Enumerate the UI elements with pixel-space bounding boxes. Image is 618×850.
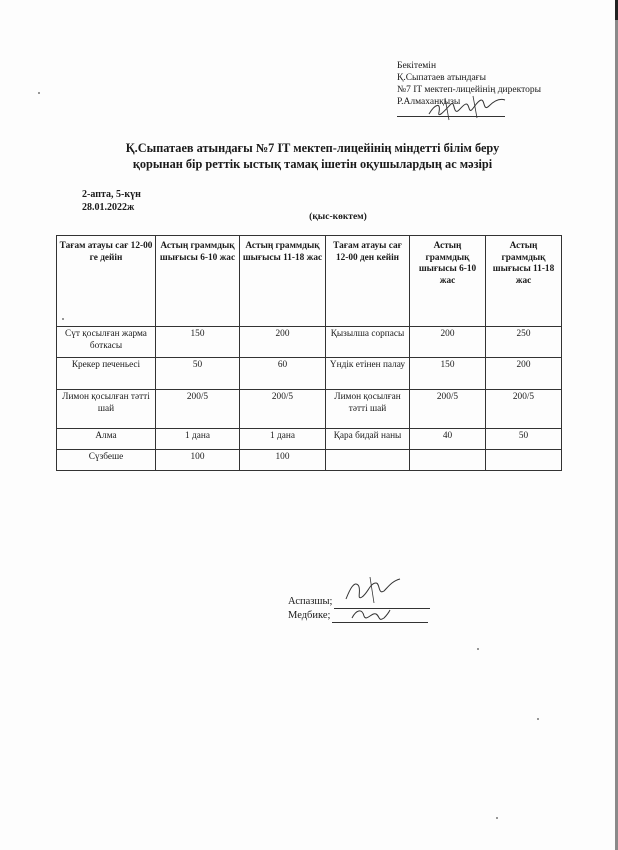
table-cell: Алма	[57, 429, 156, 450]
approval-line-2: Қ.Сыпатаев атындағы	[397, 73, 486, 83]
scan-speck	[38, 92, 40, 94]
table-cell: 200/5	[156, 390, 240, 429]
season-label: (қыс-көктем)	[309, 212, 367, 222]
week-day: 2-апта, 5-күн	[82, 189, 141, 200]
table-cell: 150	[156, 327, 240, 358]
table-cell: 1 дана	[240, 429, 326, 450]
nurse-label: Медбике;	[288, 610, 331, 621]
approval-line-1: Бекітемін	[397, 61, 437, 71]
menu-date: 28.01.2022ж	[82, 202, 135, 213]
table-row	[57, 390, 562, 429]
table-cell: Қара бидай наны	[326, 429, 410, 450]
table-cell	[326, 450, 410, 471]
table-cell: 200/5	[486, 390, 562, 429]
title-line-2: қорынан бір реттік ыстық тамақ ішетін оқушылардың ас мәзірі	[132, 157, 493, 171]
table-cell: Үндік етінен палау	[326, 358, 410, 390]
scan-speck	[496, 817, 498, 819]
table-header-row	[57, 236, 562, 327]
table-cell: 200	[410, 327, 486, 358]
table-cell	[486, 450, 562, 471]
approval-line-3: №7 IT мектеп-лицейінің директоры	[397, 85, 542, 95]
table-cell: 100	[240, 450, 326, 471]
approval-line-4: Р.Алмаханқызы	[397, 97, 461, 107]
table-cell: 60	[240, 358, 326, 390]
table-cell: 50	[156, 358, 240, 390]
table-cell: Лимон қосылған тәтті шай	[57, 390, 156, 429]
col-header-grams-6-10: Астың граммдық шығысы 6-10 жас	[410, 236, 486, 327]
cook-signature	[340, 575, 410, 607]
document-title	[70, 140, 555, 172]
table-cell: 200	[486, 358, 562, 390]
table-cell: Сүзбеше	[57, 450, 156, 471]
table-row	[57, 429, 562, 450]
table-cell: 1 дана	[156, 429, 240, 450]
col-header-dish-before: Тағам атауы сағ 12-00 ге дейін	[57, 236, 156, 327]
table-row	[57, 327, 562, 358]
table-cell: 100	[156, 450, 240, 471]
col-header-grams-11-18: Астың граммдық шығысы 11-18 жас	[240, 236, 326, 327]
col-header-dish-after: Тағам атауы сағ 12-00 ден кейін	[326, 236, 410, 327]
menu-meta	[82, 188, 141, 214]
table-row	[57, 358, 562, 390]
table-cell: Лимон қосылған тәтті шай	[326, 390, 410, 429]
col-header-grams-11-18: Астың граммдық шығысы 11-18 жас	[486, 236, 562, 327]
nurse-signature	[348, 604, 393, 626]
col-header-grams-6-10: Астың граммдық шығысы 6-10 жас	[156, 236, 240, 327]
table-cell: 50	[486, 429, 562, 450]
scan-speck	[477, 648, 479, 650]
director-signature	[425, 94, 510, 124]
table-cell: 40	[410, 429, 486, 450]
table-cell: Крекер печеньесі	[57, 358, 156, 390]
scan-speck	[537, 718, 539, 720]
table-cell: 200/5	[240, 390, 326, 429]
table-cell: 250	[486, 327, 562, 358]
table-cell: 200/5	[410, 390, 486, 429]
table-cell	[410, 450, 486, 471]
menu-table	[56, 235, 562, 471]
table-row	[57, 450, 562, 471]
table-cell: 200	[240, 327, 326, 358]
table-cell: Қызылша сорпасы	[326, 327, 410, 358]
cook-label: Аспазшы;	[288, 596, 333, 607]
title-line-1: Қ.Сыпатаев атындағы №7 IT мектеп-лицейінің міндетті білім беру	[125, 141, 500, 155]
table-cell: 150	[410, 358, 486, 390]
table-cell: Сүт қосылған жарма боткасы	[57, 327, 156, 358]
